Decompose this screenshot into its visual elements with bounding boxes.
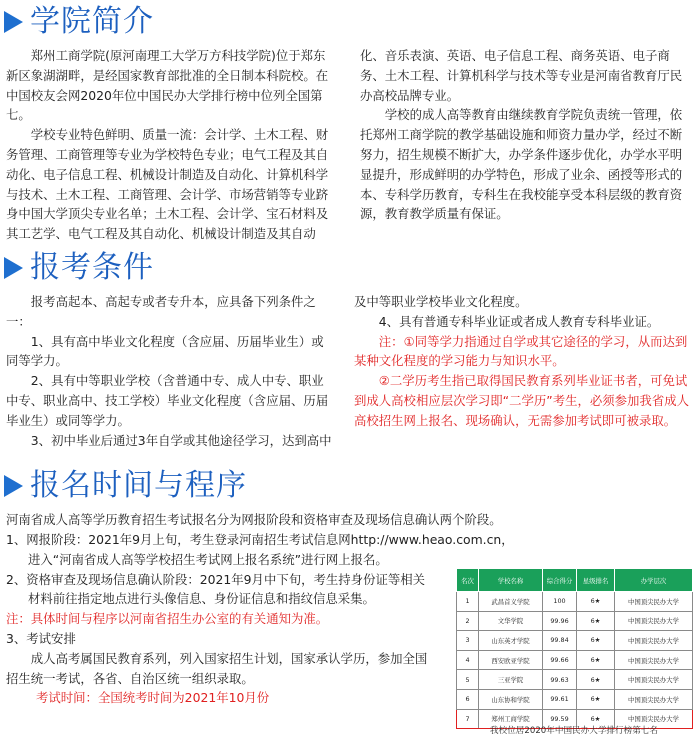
col-header-stars: 星级排名 bbox=[577, 569, 615, 592]
section-header-intro bbox=[4, 0, 154, 44]
intro-left-column bbox=[6, 46, 331, 244]
table-row bbox=[457, 611, 693, 631]
cell-school: 山东协和学院 bbox=[479, 689, 543, 709]
exam-time: 考试时间：全国统考时间为2021年10月份 bbox=[36, 690, 270, 706]
cell-stars: 6★ bbox=[577, 689, 615, 709]
schedule-item-2b: 材料前往指定地点进行头像信息、身份证信息和指纹信息采集。 bbox=[28, 591, 375, 607]
cell-level: 中国顶尖民办大学 bbox=[615, 631, 693, 651]
cell-stars: 6★ bbox=[577, 592, 615, 612]
table-row bbox=[457, 650, 693, 670]
intro-paragraph-2: 学校专业特色鲜明、质量一流：会计学、土木工程、财务管理、工商管理等专业为学校特色专业；电气工程及其自动化、电子信息工程、机械设计制造及自动化、计算机科学与技术、土木工程、工商管理、会计学、市场营销等专业跻身中国大学顶尖专业名单；土木工程、会计学、宝石材料及其工艺学、电气工程及其自动化、机械设计制造及其自动 bbox=[6, 127, 329, 242]
cell-rank: 1 bbox=[457, 592, 479, 612]
col-header-school: 学校名称 bbox=[479, 569, 543, 592]
ranking-table-container bbox=[456, 568, 692, 729]
cell-score: 100 bbox=[543, 592, 577, 612]
intro-paragraph-3: 化、音乐表演、英语、电子信息工程、商务英语、电子商务、土木工程、计算机科学与技术等专业是河南省教育厅民办高校品牌专业。 bbox=[360, 48, 683, 103]
schedule-item-1a: 1、网报阶段：2021年9月上旬，考生登录河南招生考试信息网http://www.heao.com.cn， bbox=[6, 532, 514, 547]
cell-school: 文华学院 bbox=[479, 611, 543, 631]
cell-level: 中国顶尖民办大学 bbox=[615, 670, 693, 690]
col-header-score: 综合得分 bbox=[543, 569, 577, 592]
cell-stars: 6★ bbox=[577, 611, 615, 631]
requirements-note-1: 注：①同等学力指通过自学或其它途径的学习，从而达到某种文化程度的学习能力与知识水平。 bbox=[354, 333, 688, 369]
schedule-item-1b: 进入“河南省成人高等学校招生考试网上报名系统”进行网上报名。 bbox=[28, 551, 388, 567]
cell-stars: 6★ bbox=[577, 650, 615, 670]
cell-score: 99.84 bbox=[543, 631, 577, 651]
cell-stars: 6★ bbox=[577, 709, 615, 729]
intro-paragraph-1: 郑州工商学院(原河南理工大学万方科技学院)位于郑东新区象湖湖畔，是经国家教育部批准的全日制本科院校。在中国校友会网2020年位中国民办大学排行榜中位列全国第七。 bbox=[6, 48, 329, 123]
cell-school: 西安欧亚学院 bbox=[479, 650, 543, 670]
cell-stars: 6★ bbox=[577, 670, 615, 690]
cell-school: 武昌首义学院 bbox=[479, 592, 543, 612]
requirement-4: 4、具有普通专科毕业证或者成人教育专科毕业证。 bbox=[378, 313, 660, 329]
cell-rank: 2 bbox=[457, 611, 479, 631]
cell-score: 99.59 bbox=[543, 709, 577, 729]
intro-right-column bbox=[360, 46, 692, 224]
requirement-3: 3、初中毕业后通过3年自学或其他途径学习，达到高中 bbox=[30, 432, 332, 448]
requirement-3-continued: 及中等职业学校毕业文化程度。 bbox=[354, 294, 528, 309]
section-title-requirements: 报考条件 bbox=[30, 250, 154, 285]
requirement-2: 2、具有中等职业学校（含普通中专、成人中专、职业中专、职业高中、技工学校）毕业文化程度（含应届、历届毕业生）或同等学力。 bbox=[6, 373, 329, 428]
cell-rank: 3 bbox=[457, 631, 479, 651]
cell-level: 中国顶尖民办大学 bbox=[615, 650, 693, 670]
cell-school: 三亚学院 bbox=[479, 670, 543, 690]
col-header-level: 办学层次 bbox=[615, 569, 693, 592]
section-title-schedule: 报名时间与程序 bbox=[30, 468, 247, 503]
triangle-bullet-icon bbox=[4, 475, 23, 497]
cell-rank: 7 bbox=[457, 709, 479, 729]
requirements-intro: 报考高起本、高起专或者专升本，应具备下列条件之一： bbox=[6, 294, 316, 329]
cell-school: 山东英才学院 bbox=[479, 631, 543, 651]
cell-stars: 6★ bbox=[577, 631, 615, 651]
table-row bbox=[457, 631, 693, 651]
table-row bbox=[457, 592, 693, 612]
intro-paragraph-4: 学校的成人高等教育由继续教育学院负责统一管理，依托郑州工商学院的教学基础设施和师资力量办学，经过不断努力，招生规模不断扩大，办学条件逐步优化，办学水平明显提升，形成鲜明的办学特色，形成了业余、函授等形式的本、专科学历教育，专科生在我校能享受本科层级的教育资源，教育教学质量有保证。 bbox=[360, 107, 683, 222]
col-header-rank: 名次 bbox=[457, 569, 479, 592]
requirements-right-column bbox=[354, 292, 692, 431]
section-title-intro: 学院简介 bbox=[30, 4, 154, 39]
requirements-left-column bbox=[6, 292, 336, 450]
table-row bbox=[457, 670, 693, 690]
ranking-table bbox=[456, 568, 693, 729]
schedule-note: 注：具体时间与程序以河南省招生办公室的有关通知为准。 bbox=[6, 611, 329, 627]
cell-score: 99.96 bbox=[543, 611, 577, 631]
ranking-table-caption: 我校位居2020年中国民办大学排行榜第七名 bbox=[490, 726, 658, 736]
triangle-bullet-icon bbox=[4, 11, 23, 33]
schedule-item-3: 3、考试安排 bbox=[6, 630, 76, 646]
schedule-item-2a: 2、资格审查及现场信息确认阶段：2021年9月中下旬，考生持身份证等相关 bbox=[6, 571, 426, 587]
section-header-requirements bbox=[4, 246, 154, 290]
cell-score: 99.66 bbox=[543, 650, 577, 670]
table-row bbox=[457, 689, 693, 709]
triangle-bullet-icon bbox=[4, 257, 23, 279]
cell-rank: 4 bbox=[457, 650, 479, 670]
ranking-table-header bbox=[457, 569, 693, 592]
cell-level: 中国顶尖民办大学 bbox=[615, 592, 693, 612]
cell-level: 中国顶尖民办大学 bbox=[615, 689, 693, 709]
schedule-item-3-text: 成人高考属国民教育系列，列入国家招生计划，国家承认学历，参加全国招生统一考试，各省、自治区统一组织录取。 bbox=[6, 650, 428, 686]
cell-rank: 6 bbox=[457, 689, 479, 709]
cell-score: 99.63 bbox=[543, 670, 577, 690]
section-header-schedule bbox=[4, 464, 247, 508]
cell-school: 郑州工商学院 bbox=[479, 709, 543, 729]
schedule-intro: 河南省成人高等学历教育招生考试报名分为网报阶段和资格审查及现场信息确认两个阶段。 bbox=[6, 512, 502, 527]
cell-level: 中国顶尖民办大学 bbox=[615, 709, 693, 729]
cell-rank: 5 bbox=[457, 670, 479, 690]
cell-level: 中国顶尖民办大学 bbox=[615, 611, 693, 631]
requirement-1: 1、具有高中毕业文化程度（含应届、历届毕业生）或同等学力。 bbox=[6, 333, 324, 369]
requirements-note-2: ②二学历考生指已取得国民教育系列毕业证书者，可免试到成人高校相应层次学习即“二学历”考生，必须参加我省成人高校招生网上报名、现场确认，无需参加考试即可被录取。 bbox=[354, 373, 689, 428]
cell-score: 99.61 bbox=[543, 689, 577, 709]
